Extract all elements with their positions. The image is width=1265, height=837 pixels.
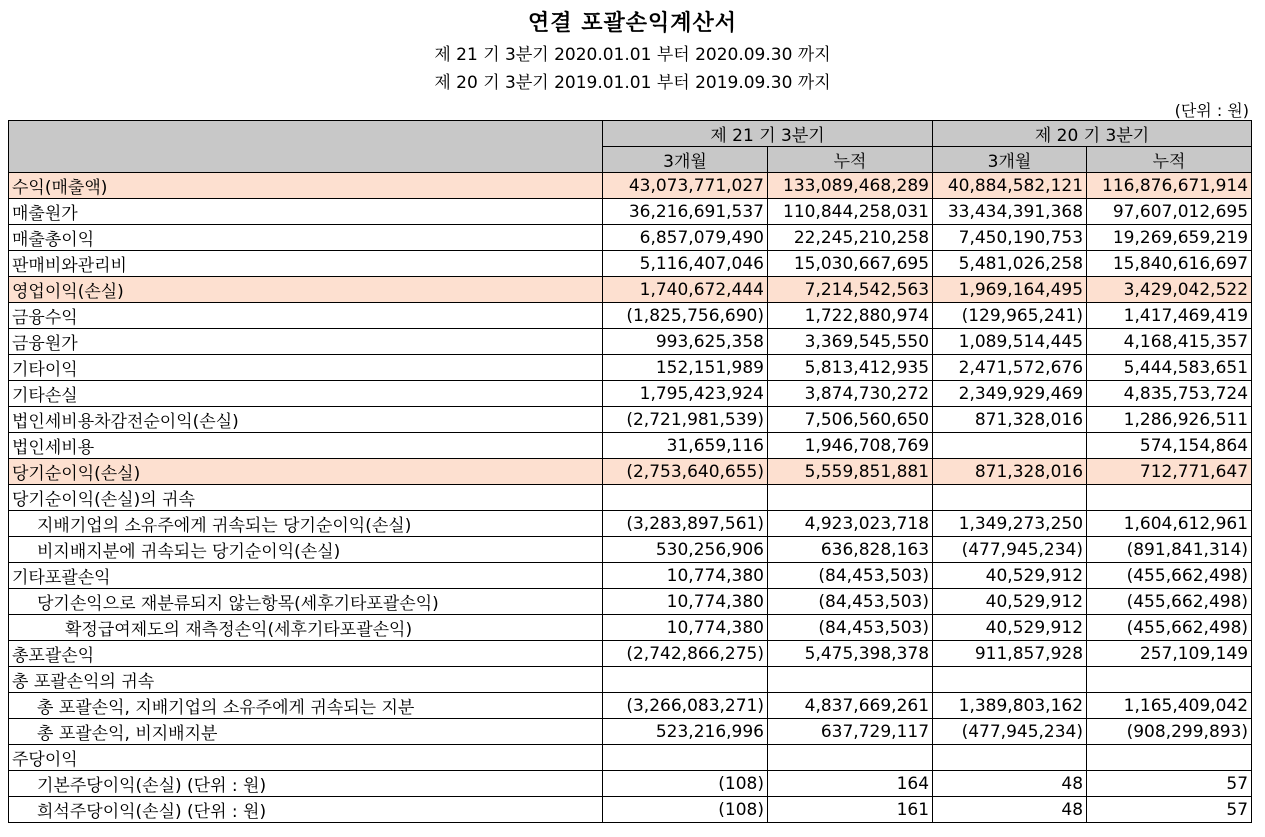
table-row <box>9 485 1252 511</box>
row-label: 확정급여제도의 재측정손익(세후기타포괄손익) <box>9 615 603 641</box>
current-three-months-value: 31,659,116 <box>603 433 768 459</box>
current-cumulative-value: 4,923,023,718 <box>768 511 933 537</box>
current-three-months-value: (1,825,756,690) <box>603 303 768 329</box>
current-three-months-value: 10,774,380 <box>603 589 768 615</box>
prior-cumulative-value <box>1087 667 1252 693</box>
current-cumulative-value: 3,874,730,272 <box>768 381 933 407</box>
prior-three-months-value: 40,529,912 <box>933 563 1087 589</box>
table-row <box>9 225 1252 251</box>
current-cumulative-value <box>768 745 933 771</box>
current-three-months-value: (2,742,866,275) <box>603 641 768 667</box>
current-three-months-value: (108) <box>603 797 768 823</box>
current-cumulative-value: 161 <box>768 797 933 823</box>
header-prior-cumulative: 누적 <box>1087 147 1252 173</box>
prior-cumulative-value: 116,876,671,914 <box>1087 173 1252 199</box>
current-three-months-value: 36,216,691,537 <box>603 199 768 225</box>
current-cumulative-value: (84,453,503) <box>768 563 933 589</box>
current-three-months-value: 5,116,407,046 <box>603 251 768 277</box>
header-prior-three-months: 3개월 <box>933 147 1087 173</box>
current-cumulative-value: 5,475,398,378 <box>768 641 933 667</box>
current-cumulative-value: 164 <box>768 771 933 797</box>
prior-three-months-value <box>933 745 1087 771</box>
prior-three-months-value: 1,389,803,162 <box>933 693 1087 719</box>
prior-three-months-value: (477,945,234) <box>933 719 1087 745</box>
current-three-months-value: (3,283,897,561) <box>603 511 768 537</box>
income-statement-table <box>8 120 1252 823</box>
prior-three-months-value: 7,450,190,753 <box>933 225 1087 251</box>
row-label: 법인세비용 <box>9 433 603 459</box>
prior-three-months-value: 1,969,164,495 <box>933 277 1087 303</box>
prior-cumulative-value: 3,429,042,522 <box>1087 277 1252 303</box>
table-row <box>9 641 1252 667</box>
prior-three-months-value: 40,529,912 <box>933 589 1087 615</box>
row-label: 당기순이익(손실)의 귀속 <box>9 485 603 511</box>
prior-cumulative-value: (891,841,314) <box>1087 537 1252 563</box>
prior-three-months-value: 1,349,273,250 <box>933 511 1087 537</box>
prior-three-months-value: 40,529,912 <box>933 615 1087 641</box>
prior-three-months-value <box>933 667 1087 693</box>
row-label: 매출총이익 <box>9 225 603 251</box>
prior-three-months-value: 2,471,572,676 <box>933 355 1087 381</box>
current-cumulative-value: 1,946,708,769 <box>768 433 933 459</box>
table-row <box>9 511 1252 537</box>
prior-period-range: 제 20 기 3분기 2019.01.01 부터 2019.09.30 까지 <box>434 73 831 93</box>
table-row <box>9 537 1252 563</box>
row-label: 당기순이익(손실) <box>9 459 603 485</box>
current-cumulative-value: 4,837,669,261 <box>768 693 933 719</box>
current-cumulative-value: 22,245,210,258 <box>768 225 933 251</box>
table-row <box>9 589 1252 615</box>
current-cumulative-value <box>768 667 933 693</box>
header-account-blank <box>9 121 603 173</box>
table-row <box>9 303 1252 329</box>
table-row <box>9 173 1252 199</box>
prior-cumulative-value: 1,165,409,042 <box>1087 693 1252 719</box>
header-row-periods <box>9 121 1252 147</box>
current-cumulative-value: 7,506,560,650 <box>768 407 933 433</box>
table-body <box>9 173 1252 823</box>
prior-cumulative-value: (455,662,498) <box>1087 589 1252 615</box>
table-row <box>9 667 1252 693</box>
current-cumulative-value: (84,453,503) <box>768 589 933 615</box>
current-three-months-value: (3,266,083,271) <box>603 693 768 719</box>
prior-cumulative-value: 1,417,469,419 <box>1087 303 1252 329</box>
row-label: 기타포괄손익 <box>9 563 603 589</box>
current-cumulative-value: 1,722,880,974 <box>768 303 933 329</box>
row-label: 기본주당이익(손실) (단위 : 원) <box>9 771 603 797</box>
current-three-months-value: 1,795,423,924 <box>603 381 768 407</box>
table-row <box>9 745 1252 771</box>
current-cumulative-value: 637,729,117 <box>768 719 933 745</box>
table-row <box>9 719 1252 745</box>
current-cumulative-value: 3,369,545,550 <box>768 329 933 355</box>
current-three-months-value: 152,151,989 <box>603 355 768 381</box>
prior-three-months-value <box>933 485 1087 511</box>
row-label: 지배기업의 소유주에게 귀속되는 당기순이익(손실) <box>9 511 603 537</box>
prior-three-months-value: 871,328,016 <box>933 407 1087 433</box>
row-label: 기타손실 <box>9 381 603 407</box>
prior-cumulative-value: 574,154,864 <box>1087 433 1252 459</box>
prior-cumulative-value: 257,109,149 <box>1087 641 1252 667</box>
row-label: 총 포괄손익, 비지배지분 <box>9 719 603 745</box>
table-row <box>9 771 1252 797</box>
table-row <box>9 199 1252 225</box>
current-three-months-value <box>603 667 768 693</box>
prior-three-months-value: 2,349,929,469 <box>933 381 1087 407</box>
current-three-months-value <box>603 745 768 771</box>
current-cumulative-value: 15,030,667,695 <box>768 251 933 277</box>
document-title: 연결 포괄손익계산서 <box>528 11 737 36</box>
current-cumulative-value: 7,214,542,563 <box>768 277 933 303</box>
current-three-months-value: (2,721,981,539) <box>603 407 768 433</box>
current-three-months-value: 993,625,358 <box>603 329 768 355</box>
prior-cumulative-value: 4,835,753,724 <box>1087 381 1252 407</box>
row-label: 총포괄손익 <box>9 641 603 667</box>
header-current-cumulative: 누적 <box>768 147 933 173</box>
current-three-months-value: 530,256,906 <box>603 537 768 563</box>
table-row <box>9 251 1252 277</box>
prior-cumulative-value: (455,662,498) <box>1087 615 1252 641</box>
row-label: 희석주당이익(손실) (단위 : 원) <box>9 797 603 823</box>
current-three-months-value: 10,774,380 <box>603 615 768 641</box>
table-row <box>9 459 1252 485</box>
header-current-period: 제 21 기 3분기 <box>603 121 933 147</box>
row-label: 비지배지분에 귀속되는 당기순이익(손실) <box>9 537 603 563</box>
prior-cumulative-value: (908,299,893) <box>1087 719 1252 745</box>
prior-three-months-value: (477,945,234) <box>933 537 1087 563</box>
table-row <box>9 381 1252 407</box>
prior-cumulative-value: 57 <box>1087 771 1252 797</box>
row-label: 총 포괄손익, 지배기업의 소유주에게 귀속되는 지분 <box>9 693 603 719</box>
prior-three-months-value: 40,884,582,121 <box>933 173 1087 199</box>
header-prior-period: 제 20 기 3분기 <box>933 121 1252 147</box>
current-three-months-value: 1,740,672,444 <box>603 277 768 303</box>
prior-cumulative-value: 712,771,647 <box>1087 459 1252 485</box>
prior-three-months-value <box>933 433 1087 459</box>
current-cumulative-value <box>768 485 933 511</box>
row-label: 주당이익 <box>9 745 603 771</box>
current-cumulative-value: 636,828,163 <box>768 537 933 563</box>
current-three-months-value: 10,774,380 <box>603 563 768 589</box>
table-row <box>9 563 1252 589</box>
prior-cumulative-value: 57 <box>1087 797 1252 823</box>
row-label: 수익(매출액) <box>9 173 603 199</box>
current-cumulative-value: 133,089,468,289 <box>768 173 933 199</box>
current-three-months-value: (2,753,640,655) <box>603 459 768 485</box>
current-three-months-value <box>603 485 768 511</box>
row-label: 금융원가 <box>9 329 603 355</box>
prior-cumulative-value: 1,286,926,511 <box>1087 407 1252 433</box>
prior-three-months-value: 48 <box>933 771 1087 797</box>
row-label: 매출원가 <box>9 199 603 225</box>
row-label: 금융수익 <box>9 303 603 329</box>
table-row <box>9 693 1252 719</box>
table-row <box>9 433 1252 459</box>
prior-cumulative-value <box>1087 745 1252 771</box>
prior-three-months-value: 5,481,026,258 <box>933 251 1087 277</box>
prior-cumulative-value: (455,662,498) <box>1087 563 1252 589</box>
row-label: 총 포괄손익의 귀속 <box>9 667 603 693</box>
prior-three-months-value: 911,857,928 <box>933 641 1087 667</box>
row-label: 법인세비용차감전순이익(손실) <box>9 407 603 433</box>
prior-cumulative-value: 19,269,659,219 <box>1087 225 1252 251</box>
current-cumulative-value: 5,559,851,881 <box>768 459 933 485</box>
current-three-months-value: 6,857,079,490 <box>603 225 768 251</box>
prior-cumulative-value: 1,604,612,961 <box>1087 511 1252 537</box>
table-row <box>9 329 1252 355</box>
prior-cumulative-value: 15,840,616,697 <box>1087 251 1252 277</box>
current-period-range: 제 21 기 3분기 2020.01.01 부터 2020.09.30 까지 <box>434 45 831 65</box>
table-row <box>9 615 1252 641</box>
prior-three-months-value: 48 <box>933 797 1087 823</box>
prior-three-months-value: 1,089,514,445 <box>933 329 1087 355</box>
row-label: 영업이익(손실) <box>9 277 603 303</box>
row-label: 당기손익으로 재분류되지 않는항목(세후기타포괄손익) <box>9 589 603 615</box>
current-three-months-value: (108) <box>603 771 768 797</box>
prior-cumulative-value: 97,607,012,695 <box>1087 199 1252 225</box>
current-cumulative-value: 110,844,258,031 <box>768 199 933 225</box>
prior-three-months-value: (129,965,241) <box>933 303 1087 329</box>
table-row <box>9 407 1252 433</box>
current-cumulative-value: (84,453,503) <box>768 615 933 641</box>
table-row <box>9 355 1252 381</box>
prior-cumulative-value: 4,168,415,357 <box>1087 329 1252 355</box>
current-three-months-value: 43,073,771,027 <box>603 173 768 199</box>
table-row <box>9 797 1252 823</box>
prior-cumulative-value: 5,444,583,651 <box>1087 355 1252 381</box>
unit-label: (단위 : 원) <box>1174 101 1249 120</box>
table-row <box>9 277 1252 303</box>
row-label: 기타이익 <box>9 355 603 381</box>
current-three-months-value: 523,216,996 <box>603 719 768 745</box>
prior-cumulative-value <box>1087 485 1252 511</box>
row-label: 판매비와관리비 <box>9 251 603 277</box>
header-current-three-months: 3개월 <box>603 147 768 173</box>
prior-three-months-value: 33,434,391,368 <box>933 199 1087 225</box>
current-cumulative-value: 5,813,412,935 <box>768 355 933 381</box>
prior-three-months-value: 871,328,016 <box>933 459 1087 485</box>
